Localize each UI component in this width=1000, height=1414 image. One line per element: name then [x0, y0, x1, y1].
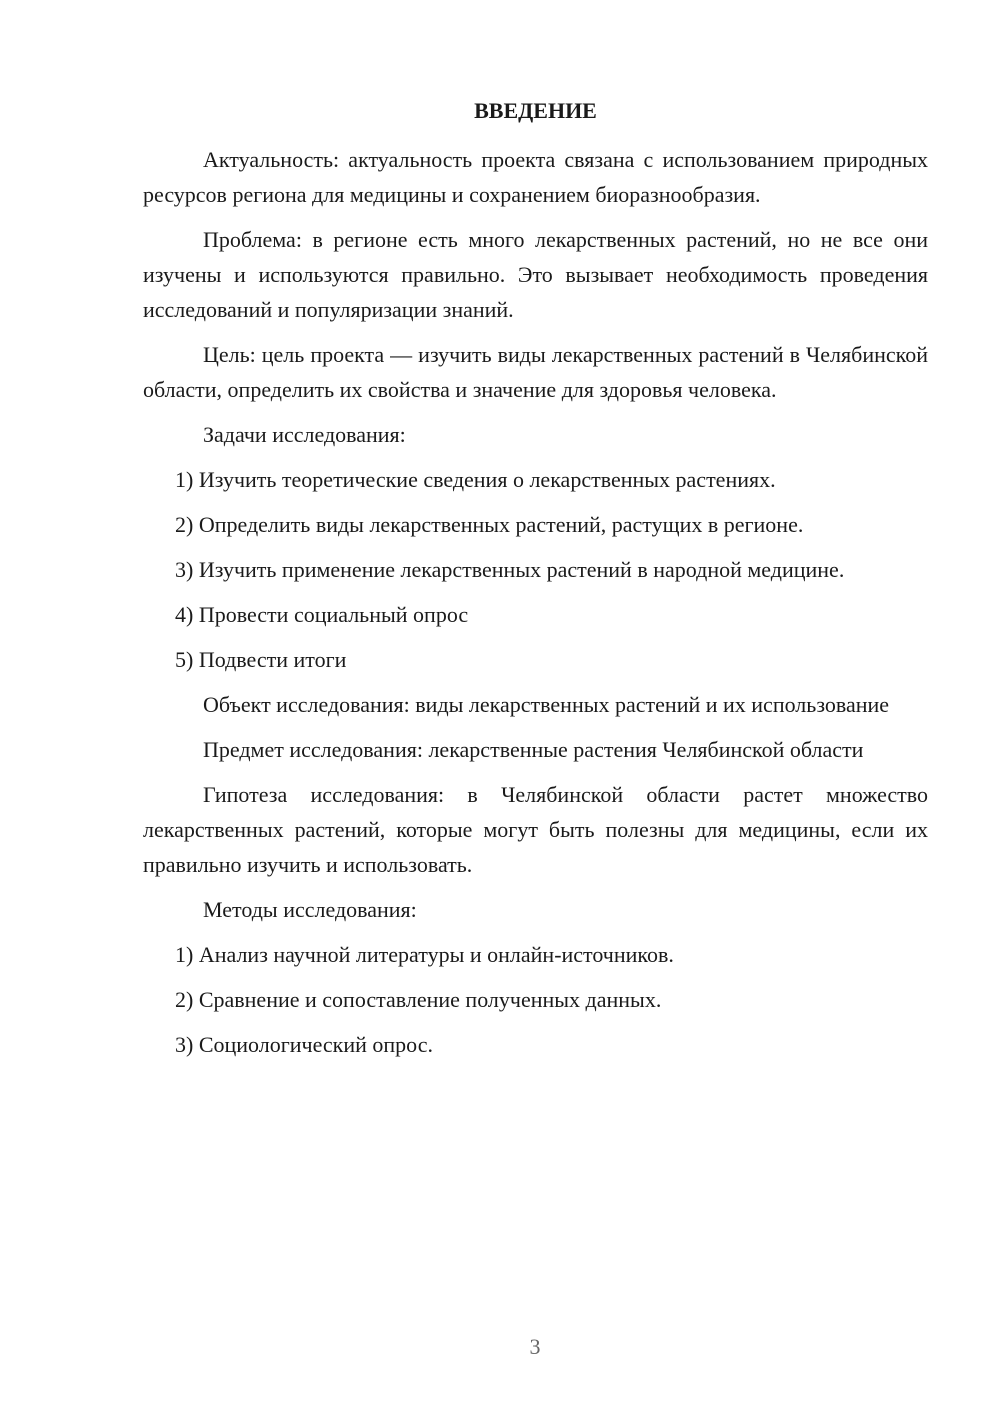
problem-paragraph: Проблема: в регионе есть много лекарственных растений, но не все они изучены и используются правильно. Это вызывает необходимость проведения исследований и популяризации знаний.: [143, 227, 928, 322]
subject-paragraph: Предмет исследования: лекарственные растения Челябинской области: [203, 737, 864, 762]
document-page: [143, 96, 928, 1072]
list-item: 4) Провести социальный опрос: [175, 602, 469, 627]
methods-heading: Методы исследования:: [203, 897, 417, 922]
list-item: 1) Анализ научной литературы и онлайн-источников.: [175, 942, 674, 967]
relevance-paragraph: Актуальность: актуальность проекта связана с использованием природных ресурсов региона для медицины и сохранением биоразнообразия.: [143, 147, 928, 207]
tasks-heading: Задачи исследования:: [203, 422, 406, 447]
list-item: 5) Подвести итоги: [175, 647, 347, 672]
object-paragraph: Объект исследования: виды лекарственных растений и их использование: [203, 692, 890, 717]
goal-paragraph: Цель: цель проекта — изучить виды лекарственных растений в Челябинской области, определить их свойства и значение для здоровья человека.: [143, 342, 928, 402]
section-title: ВВЕДЕНИЕ: [474, 98, 597, 123]
list-item: 1) Изучить теоретические сведения о лекарственных растениях.: [175, 467, 776, 492]
list-item: 3) Социологический опрос.: [175, 1032, 433, 1057]
hypothesis-paragraph: Гипотеза исследования: в Челябинской области растет множество лекарственных растений, которые могут быть полезны для медицины, если их правильно изучить и использовать.: [143, 782, 928, 877]
methods-list: [143, 937, 928, 1062]
list-item: 2) Определить виды лекарственных растений, растущих в регионе.: [175, 512, 804, 537]
tasks-list: [143, 462, 928, 677]
list-item: 3) Изучить применение лекарственных растений в народной медицине.: [175, 557, 845, 582]
list-item: 2) Сравнение и сопоставление полученных данных.: [175, 987, 662, 1012]
page-number: 3: [529, 1334, 541, 1359]
